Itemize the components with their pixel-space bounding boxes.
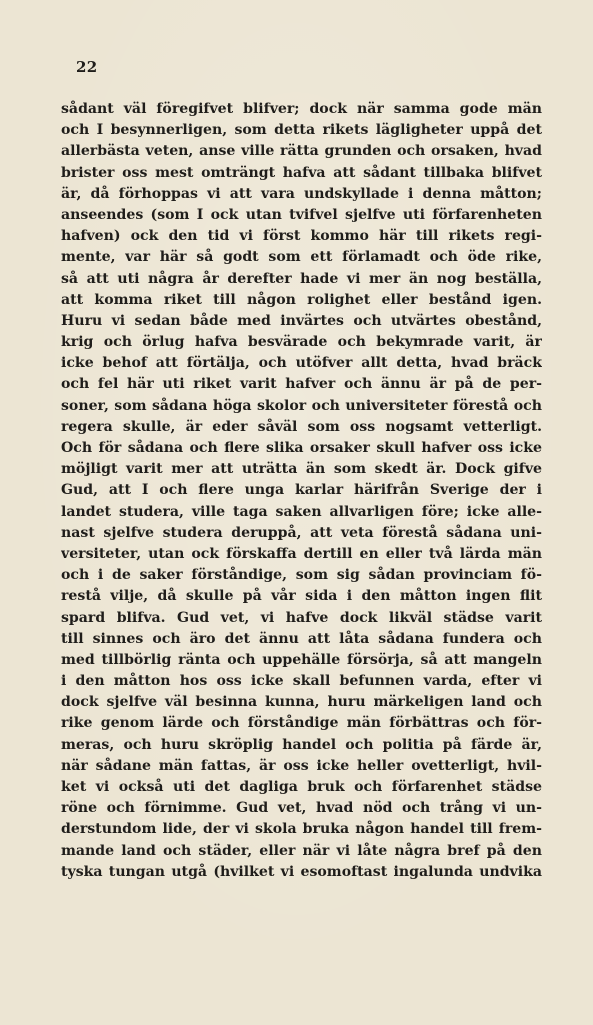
text-line: spard blifva. Gud vet, vi hafve dock likväl städse varit — [61, 609, 542, 626]
text-line: i den måtton hos oss icke skall befunnen varda, efter vi — [61, 673, 542, 690]
text-line: mente, var här så godt som ett förlamadt och öde rike, — [61, 249, 542, 266]
text-line: allerbästa veten, anse ville rätta grunden och orsaken, hvad — [61, 143, 542, 160]
text-line: versiteter, utan ock förskaffa dertill en eller två lärda män — [61, 545, 542, 562]
text-line: dock sjelfve väl besinna kunna, huru märkeligen land och — [61, 694, 542, 711]
text-line: med tillbörlig ränta och uppehälle försörja, så att mangeln — [61, 651, 542, 668]
text-line: tyska tungan utgå (hvilket vi esomoftast ingalunda undvika — [61, 863, 542, 880]
text-line: möjligt varit mer att uträtta än som skedt är. Dock gifve — [61, 461, 542, 478]
text-line: ket vi också uti det dagliga bruk och förfarenhet städse — [61, 779, 542, 795]
text-line: icke behof att förtälja, och utöfver allt detta, hvad bräck — [61, 355, 542, 372]
text-line: Och för sådana och flere slika orsaker skull hafver oss icke — [61, 440, 542, 456]
text-line: regera skulle, är eder såväl som oss nogsamt vetterligt. — [61, 418, 542, 435]
text-line: hafven) ock den tid vi först kommo här till rikets regi- — [61, 228, 542, 245]
text-line: och fel här uti riket varit hafver och ännu är på de per- — [61, 376, 542, 393]
text-line: nast sjelfve studera deruppå, att veta förestå sådana uni- — [61, 524, 542, 541]
text-line: Huru vi sedan både med invärtes och utvärtes obestånd, — [61, 312, 542, 329]
text-line: landet studera, ville taga saken allvarligen före; icke alle- — [61, 503, 542, 520]
text-line: röne och förnimme. Gud vet, hvad nöd och trång vi un- — [61, 800, 542, 817]
text-line: och i de saker förståndige, som sig sådan provinciam fö- — [61, 567, 542, 584]
text-line: så att uti några år derefter hade vi mer än nog beställa, — [61, 270, 542, 287]
text-line: derstundom lide, der vi skola bruka någon handel till frem- — [61, 821, 542, 838]
text-line: soner, som sådana höga skolor och universiteter förestå och — [61, 397, 542, 414]
text-line: att komma riket till någon rolighet eller bestånd igen. — [61, 291, 542, 308]
text-line: meras, och huru skröplig handel och politia på färde är, — [61, 736, 542, 753]
text-line: krig och örlug hafva besvärade och bekymrade varit, är — [61, 334, 542, 351]
text-line: restå vilje, då skulle på vår sida i den måtton ingen flit — [61, 588, 542, 605]
text-line: när sådane män fattas, är oss icke heller ovetterligt, hvil- — [61, 757, 542, 774]
text-line: rike genom lärde och förståndige män förbättras och för- — [61, 715, 542, 732]
text-line: Gud, att I och flere unga karlar härifrån Sverige der i — [61, 482, 542, 499]
text-line: och I besynnerligen, som detta rikets lägligheter uppå det — [61, 122, 542, 139]
text-line: anseendes (som I ock utan tvifvel sjelfve uti förfarenheten — [61, 206, 542, 223]
text-line: till sinnes och äro det ännu att låta sådana fundera och — [61, 630, 542, 647]
text-line: brister oss mest omträngt hafva att sådant tillbaka blifvet — [61, 164, 542, 181]
text-line: är, då förhoppas vi att vara undskyllade i denna måtton; — [61, 185, 542, 202]
text-line: mande land och städer, eller när vi låte några bref på den — [61, 842, 542, 859]
body-text — [61, 99, 542, 883]
text-line: sådant väl föregifvet blifver; dock när samma gode män — [61, 101, 542, 117]
page-number: 22 — [76, 58, 98, 76]
